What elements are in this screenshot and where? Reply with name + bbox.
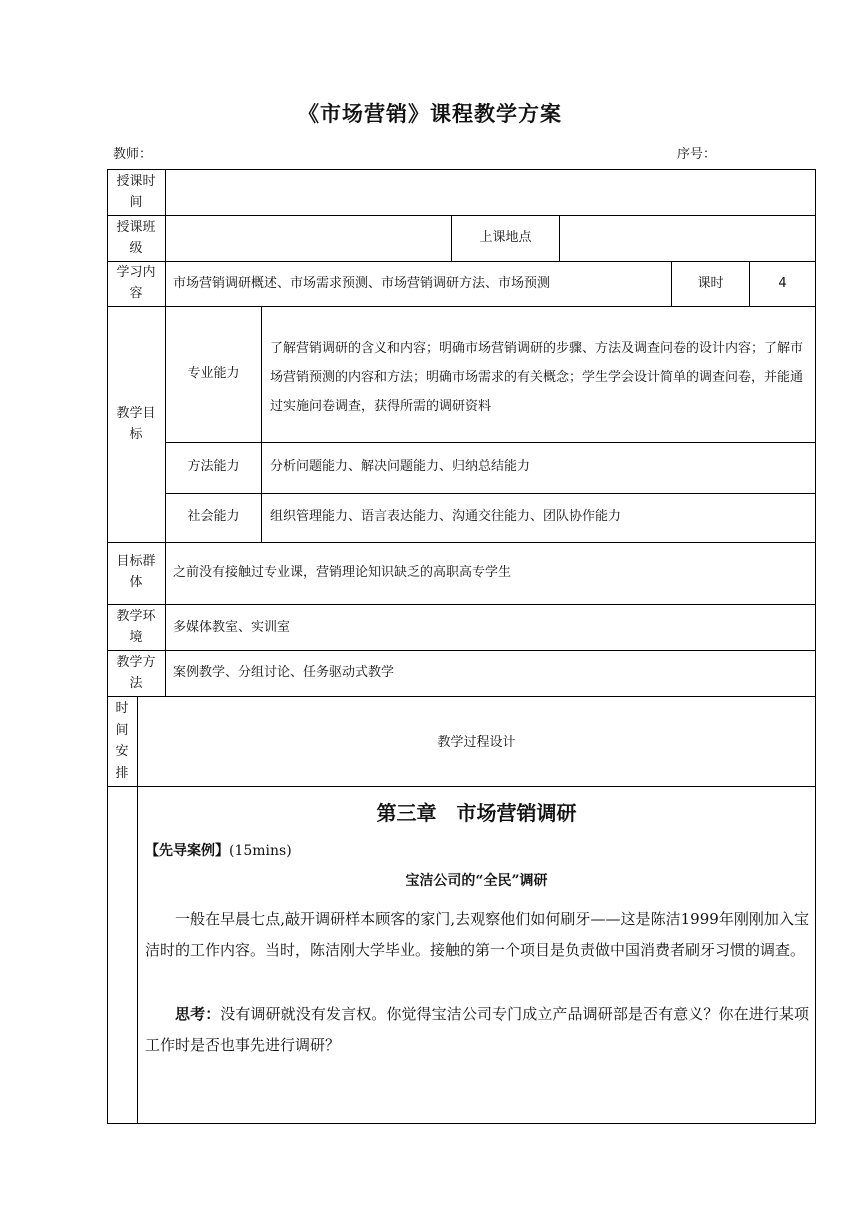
grid-line xyxy=(165,442,816,443)
grid-line xyxy=(261,306,262,542)
process-design-label: 教学过程设计 xyxy=(437,735,516,750)
grid-line xyxy=(559,215,560,261)
content-value: 市场营销调研概述、市场需求预测、市场营销调研方法、市场预测 xyxy=(173,276,551,291)
grid-line xyxy=(107,1123,816,1124)
grid-line xyxy=(165,493,816,494)
method-label: 教学方法 xyxy=(116,655,156,691)
content-label: 学习内容 xyxy=(116,265,156,301)
grid-line xyxy=(107,215,816,216)
goal-professional-value: 了解营销调研的含义和内容；明确市场营销调研的步骤、方法及调查问卷的设计内容；了解市场营销预测的内容和方法；明确市场需求的有关概念；学生学会设计简单的调查问卷，并能通过实施问卷调查，获得所需的调研资料 xyxy=(270,341,804,414)
chapter-title: 第三章 市场营销调研 xyxy=(376,801,577,825)
teaching-time-label: 授课时间 xyxy=(116,174,156,210)
grid-line xyxy=(137,696,138,1124)
lead-case-time: (15mins) xyxy=(229,843,292,859)
goal-social-label: 社会能力 xyxy=(187,509,240,524)
case-title: 宝洁公司的“全民”调研 xyxy=(405,873,548,889)
lead-case-tag: 【先导案例】 xyxy=(145,843,229,859)
grid-line xyxy=(107,650,816,651)
grid-line xyxy=(107,169,108,1124)
goal-method-label: 方法能力 xyxy=(187,459,240,474)
target-group-label: 目标群体 xyxy=(116,554,156,590)
grid-line xyxy=(165,169,166,697)
schedule-label: 时间安排 xyxy=(115,701,129,781)
target-group-value: 之前没有接触过专业课，营销理论知识缺乏的高职高专学生 xyxy=(173,565,512,580)
page-title: 《市场营销》课程教学方案 xyxy=(298,102,562,126)
grid-line xyxy=(107,169,816,170)
goal-social-value: 组织管理能力、语言表达能力、沟通交往能力、团队协作能力 xyxy=(270,509,622,524)
grid-line xyxy=(107,306,816,307)
grid-line xyxy=(107,786,816,787)
lead-case-heading xyxy=(145,840,292,860)
think-paragraph xyxy=(145,999,809,1061)
goal-professional-label: 专业能力 xyxy=(187,366,240,381)
serial-label: 序号： xyxy=(677,147,717,162)
hours-value: 4 xyxy=(778,276,787,291)
grid-line xyxy=(107,261,816,262)
goal-method-value: 分析问题能力、解决问题能力、归纳总结能力 xyxy=(270,459,531,474)
case-paragraph: 一般在早晨七点,敲开调研样本顾客的家门,去观察他们如何刷牙——这是陈洁1999年刚刚加入宝洁时的工作内容。当时，陈洁刚大学毕业。接触的第一个项目是负责做中国消费者刷牙习惯的调查。 xyxy=(145,910,809,959)
grid-line xyxy=(107,696,816,697)
class-label: 授课班级 xyxy=(116,220,156,256)
teacher-label: 教师： xyxy=(113,147,153,162)
think-text: 没有调研就没有发言权。你觉得宝洁公司专门成立产品调研部是否有意义？你在进行某项工作时是否也事先进行调研？ xyxy=(145,1005,809,1054)
think-label: 思考： xyxy=(175,1005,221,1023)
goals-label: 教学目标 xyxy=(116,406,156,442)
environment-label: 教学环境 xyxy=(116,609,156,645)
hours-label: 课时 xyxy=(697,276,724,291)
grid-line xyxy=(107,542,816,543)
environment-value: 多媒体教室、实训室 xyxy=(173,620,291,635)
location-label: 上课地点 xyxy=(479,230,532,245)
grid-line xyxy=(107,604,816,605)
method-value: 案例教学、分组讨论、任务驱动式教学 xyxy=(173,665,395,680)
grid-line xyxy=(815,169,816,1124)
